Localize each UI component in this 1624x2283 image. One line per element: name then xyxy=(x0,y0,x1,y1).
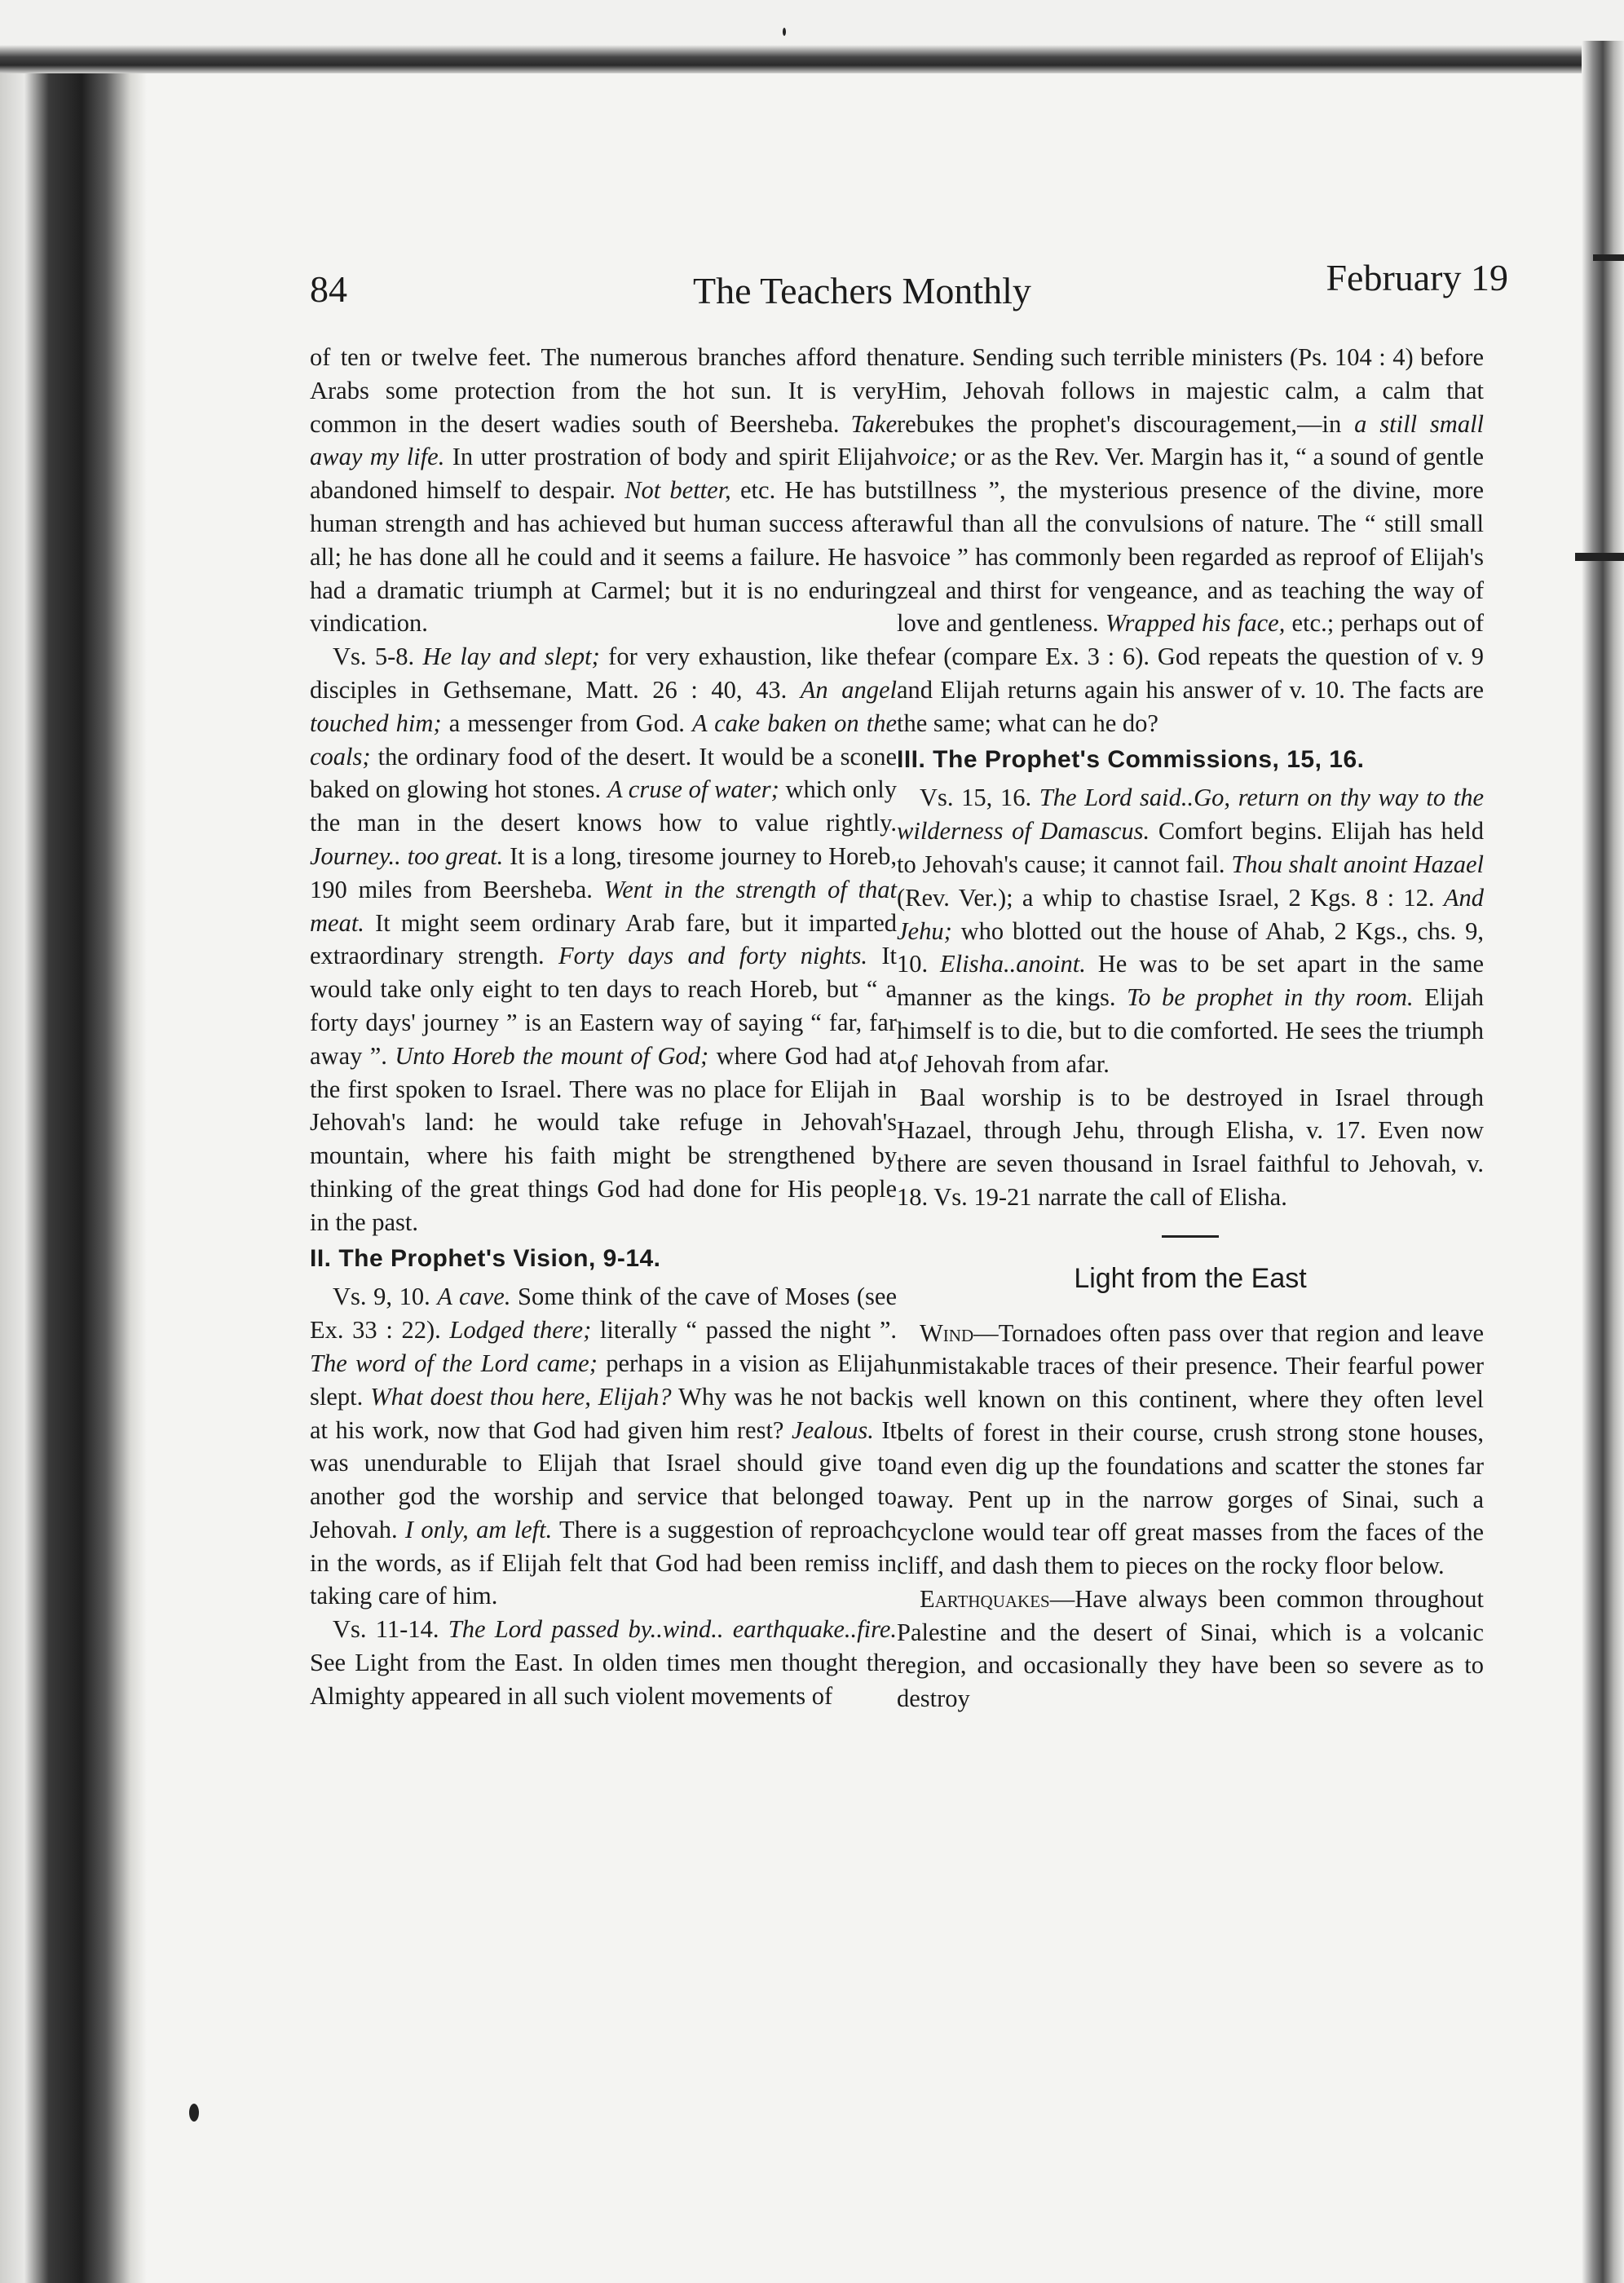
paragraph: Wind—Tornadoes often pass over that region and leave unmistakable traces of their presence. Their fearful power is well known on this continent, where they often level belts of forest in their course, crush strong stone houses, and even dig up the foundations and scatter the stones far away. Pent up in the narrow gorges of Sinai, such a cyclone would tear off great masses from the faces of the cliff, and dash them to pieces on the rocky floor below. xyxy=(897,1318,1484,1580)
paragraph: Vs. 15, 16. The Lord said..Go, return on thy way to the wilderness of Damascus. Comfort begins. Elijah has held to Jehovah's cause; it cannot fail. Thou shalt anoint Hazael (Rev. Ver.); a whip to chastise Israel, 2 Kgs. 8 : 12. And Jehu; who blotted out the house of Ahab, 2 Kgs., chs. 9, 10. Elisha..anoint. He was to be set apart in the same manner as the kings. To be prophet in thy room. Elijah himself is to die, but to die comforted. He sees the triumph of Jehovah from afar. xyxy=(897,784,1485,1078)
section-heading: II. The Prophet's Vision, 9-14. xyxy=(310,1244,661,1272)
book-binding xyxy=(0,0,147,2283)
page-top-edge xyxy=(0,0,1624,73)
page-header xyxy=(310,245,1508,318)
section-divider xyxy=(1162,1235,1219,1238)
section-heading: III. The Prophet's Commissions, 15, 16. xyxy=(897,745,1365,773)
page-number: 84 xyxy=(310,268,347,310)
box-heading: Light from the East xyxy=(1074,1262,1307,1294)
paragraph: Vs. 5-8. He lay and slept; for very exhaustion, like the disciples in Gethsemane, Matt. 26 : 40, 43. An angel touched him; a messenger from God. A cake baken on the coals; the ordinary food of the desert. It would be a scone baked on glowing hot stones. A cruse of water; which only the man in the desert knows how to value rightly. Journey.. too great. It is a long, tiresome journey to Horeb, 190 miles from Beersheba. Went in the strength of that meat. It might seem ordinary Arab fare, but it imparted extraordinary strength. Forty days and forty nights. It would take only eight to ten days to reach Horeb, but “ a forty days' journey ” is an Eastern way of saying “ far, far away ”. Unto Horeb the mount of God; where God had at the first spoken to Israel. There was no place for Elijah in Jehovah's land: he would take refuge in Jehovah's mountain, where his faith might be strengthened by thinking of the great things God had done for His people in the past. xyxy=(310,643,898,1236)
paragraph: nature. Sending such terrible ministers (Ps. 104 : 4) before Him, Jehovah follows in majestic calm, a calm that rebukes the prophet's discouragement,—in a still small voice; or as the Rev. Ver. Margin has it, “ a sound of gentle stillness ”, the mysterious presence of the divine, more awful than all the convulsions of nature. The “ still small voice ” has commonly been regarded as reproof of Elijah's zeal and thirst for vengeance, and as teaching the way of love and gentleness. Wrapped his face, etc.; perhaps out of fear (compare Ex. 3 : 6). God repeats the question of v. 9 and Elijah returns again his answer of v. 10. The facts are the same; what can he do? xyxy=(897,343,1485,737)
paragraph: of ten or twelve feet. The numerous branches afford the Arabs some protection from the hot sun. It is very common in the desert wadies south of Beersheba. Take away my life. In utter prostration of body and spirit Elijah abandoned himself to despair. Not better, etc. He has but human strength and has achieved but human success after all; he has done all he could and it seems a failure. He has had a dramatic triumph at Carmel; but it is no enduring vindication. xyxy=(310,343,898,638)
left-column xyxy=(310,341,897,1713)
right-column xyxy=(897,341,1484,1716)
page-tab-mark xyxy=(1575,553,1624,561)
paragraph: Baal worship is to be destroyed in Israel through Hazael, through Jehu, through Elisha, v. 17. Even now there are seven thousand in Israel faithful to Jehovah, v. 18. Vs. 19-21 narrate the call of Elisha. xyxy=(897,1083,1484,1211)
page-right-edge xyxy=(1582,41,1624,2283)
document-page xyxy=(310,245,1508,2120)
scan-speck xyxy=(783,28,786,36)
paragraph: Vs. 9, 10. A cave. Some think of the cave of Moses (see Ex. 33 : 22). Lodged there; literally “ passed the night ”. The word of the Lord came; perhaps in a vision as Elijah slept. What doest thou here, Elijah? Why was he not back at his work, now that God had given him rest? Jealous. It was unendurable to Elijah that Israel should give to another god the worship and service that belonged to Jehovah. I only, am left. There is a suggestion of reproach in the words, as if Elijah felt that God had been remiss in taking care of him. xyxy=(310,1283,898,1610)
issue-date: February 19 xyxy=(1326,257,1508,298)
running-title: The Teachers Monthly xyxy=(693,270,1031,311)
page-tab-mark xyxy=(1593,254,1624,261)
paragraph: Earthquakes—Have always been common throughout Palestine and the desert of Sinai, which is a volcanic region, and occasionally they have been so severe as to destroy xyxy=(897,1584,1484,1713)
paragraph: Vs. 11-14. The Lord passed by..wind.. earthquake..fire. See Light from the East. In olden times men thought the Almighty appeared in all such violent movements of xyxy=(310,1615,898,1710)
scan-speck xyxy=(189,2104,199,2122)
